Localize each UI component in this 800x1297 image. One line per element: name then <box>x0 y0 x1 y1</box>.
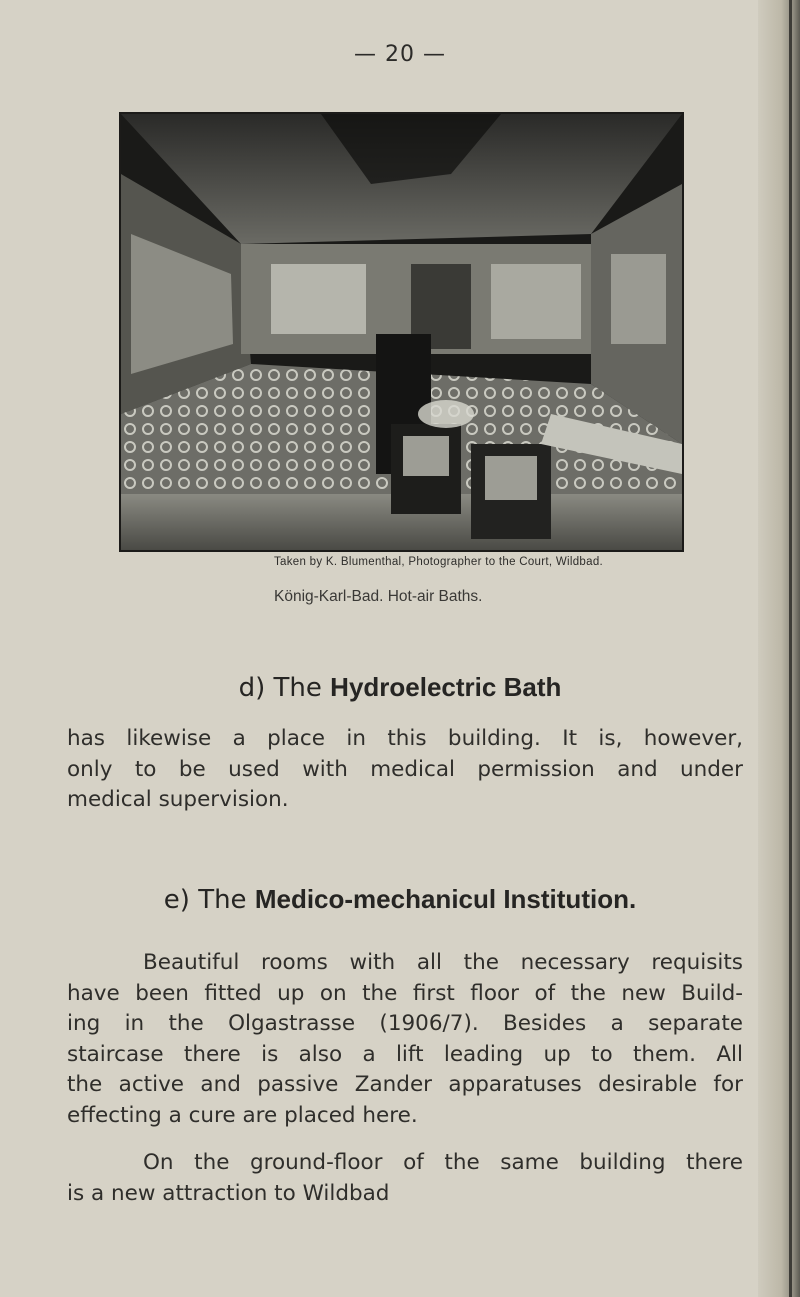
text-line: staircase there is also a lift leading up to them. All <box>67 1041 743 1067</box>
photo-caption: König-Karl-Bad. Hot-air Baths. <box>274 588 483 605</box>
text-line: has likewise a place in this building. It is, however, <box>67 726 743 751</box>
text-line: effecting a cure are placed here. <box>67 1102 418 1128</box>
text-line: is a new attraction to Wildbad <box>67 1180 390 1206</box>
heading-d-title: Hydroelectric Bath <box>330 672 562 702</box>
text-line: Beautiful rooms with all the necessary requisits <box>143 950 743 975</box>
heading-hydroelectric-bath <box>0 672 800 703</box>
text-line: have been fitted up on the first floor of the new Build- <box>67 980 743 1006</box>
text-line: medical supervision. <box>67 787 289 812</box>
heading-d-lead: d) The <box>238 673 331 703</box>
text-line: ing in the Olgastrasse (1906/7). Besides a separate <box>67 1011 743 1036</box>
heading-e-lead: e) The <box>163 885 255 915</box>
heading-medico-mechanical-institution <box>0 884 800 915</box>
text-line: the active and passive Zander apparatuses desirable for <box>67 1072 743 1097</box>
text-line: On the ground-floor of the same building there <box>143 1150 743 1175</box>
page-binding-line <box>789 0 792 1297</box>
page-edge-shadow <box>758 0 800 1297</box>
hot-air-bath-photograph <box>119 112 684 552</box>
paragraph-medico-mechanical-2 <box>67 1148 743 1209</box>
paragraph-medico-mechanical-1 <box>67 948 743 1131</box>
text-line: only to be used with medical permission and under <box>67 756 743 782</box>
heading-e-title: Medico-mechanicul Institution. <box>254 884 637 914</box>
page-number: — 20 — <box>354 42 446 67</box>
paragraph-hydroelectric-bath <box>67 724 743 816</box>
photo-illustration <box>121 114 682 550</box>
photo-credit: Taken by K. Blumenthal, Photographer to the Court, Wildbad. <box>274 556 604 568</box>
